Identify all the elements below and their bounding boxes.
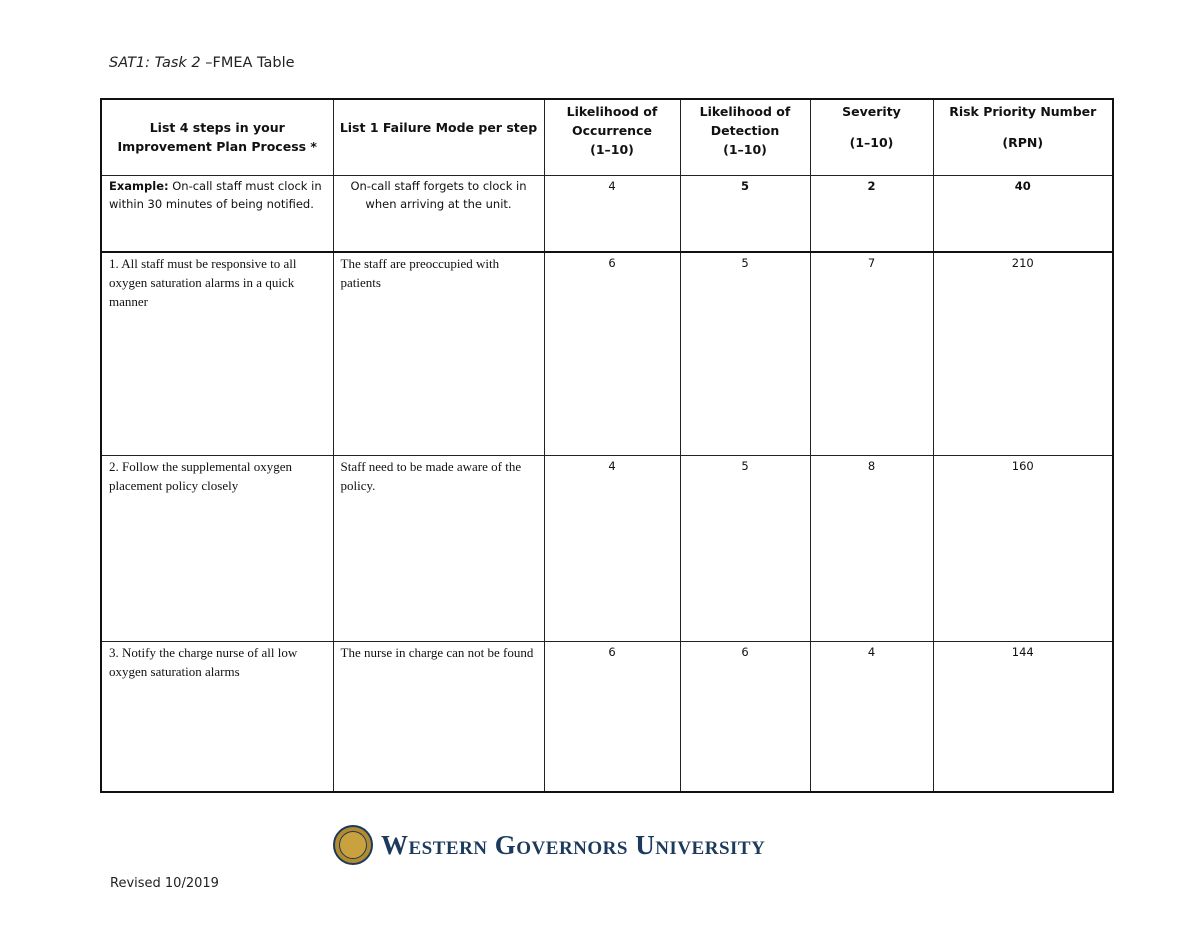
example-rpn-cell: 40 [933,175,1113,252]
fmea-table [100,98,1114,793]
severity-cell: 4 [810,641,933,792]
rpn-cell: 144 [933,641,1113,792]
example-step-cell: Example: On-call staff must clock in within 30 minutes of being notified. [101,175,333,252]
detection-cell: 6 [680,641,810,792]
header-rpn: Risk Priority Number (RPN) [933,99,1113,175]
revision-date: Revised 10/2019 [110,876,219,891]
occurrence-cell: 6 [544,641,680,792]
header-severity: Severity (1–10) [810,99,933,175]
occurrence-cell: 6 [544,252,680,455]
table-row [101,252,1113,455]
document-title-name: –FMEA Table [200,55,295,71]
header-detection: Likelihood of Detection (1–10) [680,99,810,175]
occurrence-cell: 4 [544,455,680,641]
example-detection-cell: 5 [680,175,810,252]
severity-cell: 8 [810,455,933,641]
document-title-task: SAT1: Task 2 [109,55,201,71]
table-row-example [101,175,1113,252]
failure-mode-cell: The staff are preoccupied with patients [333,252,544,455]
document-title [109,55,295,71]
step-cell: 1. All staff must be responsive to all oxygen saturation alarms in a quick manner [101,252,333,455]
table-row [101,455,1113,641]
detection-cell: 5 [680,252,810,455]
step-cell: 3. Notify the charge nurse of all low oxygen saturation alarms [101,641,333,792]
wgu-seal-icon [333,825,373,865]
header-occurrence: Likelihood of Occurrence (1–10) [544,99,680,175]
rpn-cell: 160 [933,455,1113,641]
failure-mode-cell: The nurse in charge can not be found [333,641,544,792]
table-row [101,641,1113,792]
header-failure-mode: List 1 Failure Mode per step [333,99,544,175]
example-occurrence-cell: 4 [544,175,680,252]
example-failure-cell: On-call staff forgets to clock in when arriving at the unit. [333,175,544,252]
example-severity-cell: 2 [810,175,933,252]
severity-cell: 7 [810,252,933,455]
rpn-cell: 210 [933,252,1113,455]
wgu-logo [333,824,765,866]
detection-cell: 5 [680,455,810,641]
table-header-row [101,99,1113,175]
step-cell: 2. Follow the supplemental oxygen placement policy closely [101,455,333,641]
header-steps: List 4 steps in your Improvement Plan Process * [101,99,333,175]
failure-mode-cell: Staff need to be made aware of the policy. [333,455,544,641]
brand-wordmark: Western Governors University [381,829,766,860]
